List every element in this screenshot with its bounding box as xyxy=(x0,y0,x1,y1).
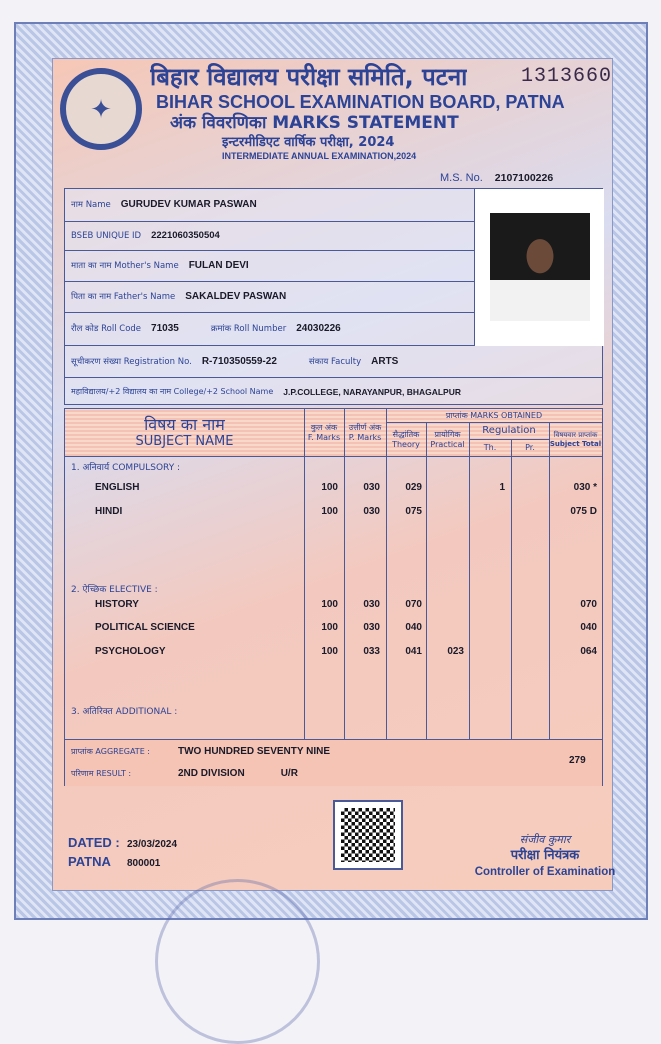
mark-f: 100 xyxy=(321,506,338,517)
regulation-cell xyxy=(469,423,549,439)
result-note: U/R xyxy=(280,768,298,779)
marks-table xyxy=(64,408,603,786)
college-value: J.P.COLLEGE, NARAYANPUR, BHAGALPUR xyxy=(283,386,461,397)
marks-table-header xyxy=(65,409,602,457)
mark-th: 041 xyxy=(405,646,422,657)
result-value: 2ND DIVISION xyxy=(178,768,245,779)
serial-number: 1313660 xyxy=(520,65,612,88)
name-label: नाम Name xyxy=(71,200,111,210)
mark-f: 100 xyxy=(321,646,338,657)
pmarks-header-hi: उत्तीर्ण अंक xyxy=(348,422,382,432)
college-label: महाविद्यालय/+2 विद्यालय का नाम College/+2 School Name xyxy=(71,386,274,396)
registration-value: R-710350559-22 xyxy=(201,355,277,367)
mark-f: 100 xyxy=(321,482,338,493)
subject-header-english: SUBJECT NAME xyxy=(135,434,234,449)
reg-th-header: Th. xyxy=(483,443,497,452)
roll-number-value: 24030226 xyxy=(296,323,341,334)
subject-name: PSYCHOLOGY xyxy=(95,646,166,657)
student-photo xyxy=(490,213,590,321)
pin-value: 800001 xyxy=(127,858,161,869)
uid-label: BSEB UNIQUE ID xyxy=(71,231,142,241)
aggregate-row xyxy=(71,746,330,758)
total-header-hi: विषयवार प्राप्तांक xyxy=(553,430,598,439)
place-label: PATNA xyxy=(68,854,111,869)
subject-name: HINDI xyxy=(95,506,123,517)
practical-header-hi: प्रायोगिक xyxy=(434,429,461,439)
father-label: पिता का नाम Father's Name xyxy=(71,292,176,302)
marks-statement-title: अंक विवरणिका MARKS STATEMENT xyxy=(170,113,459,133)
practical-header xyxy=(426,423,469,456)
marks-obtained-header: प्राप्तांक MARKS OBTAINED xyxy=(445,410,543,420)
fmarks-header xyxy=(304,409,344,456)
exam-title-hindi: इन्टरमीडिएट वार्षिक परीक्षा, 2024 xyxy=(222,135,395,150)
mother-name: FULAN DEVI xyxy=(188,260,249,271)
mark-total: 075 D xyxy=(570,506,597,517)
mother-label: माता का नाम Mother's Name xyxy=(71,261,179,271)
controller-signature: संजीव कुमार xyxy=(519,833,571,846)
mark-p: 030 xyxy=(363,599,380,610)
dated-row xyxy=(68,835,177,853)
fmarks-header-en: F. Marks xyxy=(307,432,341,442)
college-row xyxy=(65,378,602,405)
aggregate-value: 279 xyxy=(569,755,586,766)
mark-rth: 1 xyxy=(499,482,505,493)
mark-total: 064 xyxy=(580,646,597,657)
document-header xyxy=(150,62,612,162)
student-info-box xyxy=(64,188,603,405)
roll-code-value: 71035 xyxy=(151,323,179,334)
mark-th: 040 xyxy=(405,622,422,633)
mark-total: 030 * xyxy=(573,482,597,493)
roll-row xyxy=(65,313,474,346)
mark-th: 029 xyxy=(405,482,422,493)
seal-watermark xyxy=(155,879,320,1044)
controller-title-hindi: परीक्षा नियंत्रक xyxy=(510,848,580,863)
dated-label: DATED : xyxy=(68,835,120,850)
reg-pr-cell xyxy=(511,440,549,456)
mark-p: 030 xyxy=(363,622,380,633)
practical-header-en: Practical xyxy=(430,439,465,449)
mark-th: 075 xyxy=(405,506,422,517)
place-row xyxy=(68,854,160,872)
mark-th: 070 xyxy=(405,599,422,610)
subject-header-hindi: विषय का नाम xyxy=(144,415,225,434)
section-compulsory: 1. अनिवार्य COMPULSORY : xyxy=(71,463,181,473)
reg-th-cell xyxy=(469,440,511,456)
marks-obtained-cell xyxy=(386,409,602,422)
registration-label: सूचीकरण संख्या Registration No. xyxy=(71,356,192,367)
mother-row xyxy=(65,251,474,282)
roll-number-label: क्रमांक Roll Number xyxy=(210,324,287,334)
section-additional: 3. अतिरिक्त ADDITIONAL : xyxy=(71,707,178,717)
father-row xyxy=(65,282,474,313)
student-name: GURUDEV KUMAR PASWAN xyxy=(120,199,257,210)
section-elective: 2. ऐच्छिक ELECTIVE : xyxy=(71,585,158,595)
subject-name: HISTORY xyxy=(95,599,139,610)
student-photo-frame xyxy=(474,189,604,346)
uid-value: 2221060350504 xyxy=(151,230,220,241)
mark-total: 070 xyxy=(580,599,597,610)
mark-p: 030 xyxy=(363,506,380,517)
date-value: 23/03/2024 xyxy=(127,839,178,850)
aggregate-box xyxy=(65,739,602,786)
total-header-en: Subject Total xyxy=(549,439,602,448)
registration-row xyxy=(65,346,602,378)
subject-header xyxy=(65,409,304,456)
mark-pr: 023 xyxy=(447,646,464,657)
board-title-hindi: बिहार विद्यालय परीक्षा समिति, पटना xyxy=(150,63,468,91)
mark-p: 030 xyxy=(363,482,380,493)
faculty-label: संकाय Faculty xyxy=(308,356,362,367)
controller-block xyxy=(470,832,620,879)
aggregate-label: प्राप्तांक AGGREGATE : xyxy=(71,747,150,756)
pmarks-header xyxy=(344,409,386,456)
uid-row xyxy=(65,222,474,251)
fmarks-header-hi: कुल अंक xyxy=(310,422,338,432)
subject-name: ENGLISH xyxy=(95,482,140,493)
pmarks-header-en: P. Marks xyxy=(348,432,382,442)
faculty-value: ARTS xyxy=(371,355,399,367)
theory-header-hi: सैद्धांतिक xyxy=(392,429,420,439)
ms-no-label: M.S. No. xyxy=(440,172,483,184)
theory-header xyxy=(386,423,426,456)
theory-header-en: Theory xyxy=(392,439,420,449)
regulation-header: Regulation xyxy=(482,425,536,436)
name-row xyxy=(65,189,474,222)
exam-title-english: INTERMEDIATE ANNUAL EXAMINATION,2024 xyxy=(222,151,417,161)
result-label: परिणाम RESULT : xyxy=(71,769,132,778)
qr-code xyxy=(333,800,403,870)
subject-name: POLITICAL SCIENCE xyxy=(95,622,195,633)
ms-no xyxy=(440,172,553,184)
board-seal-logo: ✦ xyxy=(60,68,142,150)
roll-code-label: रौल कोड Roll Code xyxy=(71,324,142,334)
controller-title-english: Controller of Examination xyxy=(474,866,616,878)
mark-total: 040 xyxy=(580,622,597,633)
mark-f: 100 xyxy=(321,599,338,610)
aggregate-words: TWO HUNDRED SEVENTY NINE xyxy=(178,746,331,757)
mark-p: 033 xyxy=(363,646,380,657)
ms-no-value: 2107100226 xyxy=(494,172,554,184)
father-name: SAKALDEV PASWAN xyxy=(185,291,287,302)
result-row xyxy=(71,768,298,780)
total-header xyxy=(549,423,602,456)
title-row xyxy=(150,62,612,92)
reg-pr-header: Pr. xyxy=(525,443,535,452)
board-title-english: BIHAR SCHOOL EXAMINATION BOARD, PATNA xyxy=(156,92,565,112)
mark-f: 100 xyxy=(321,622,338,633)
